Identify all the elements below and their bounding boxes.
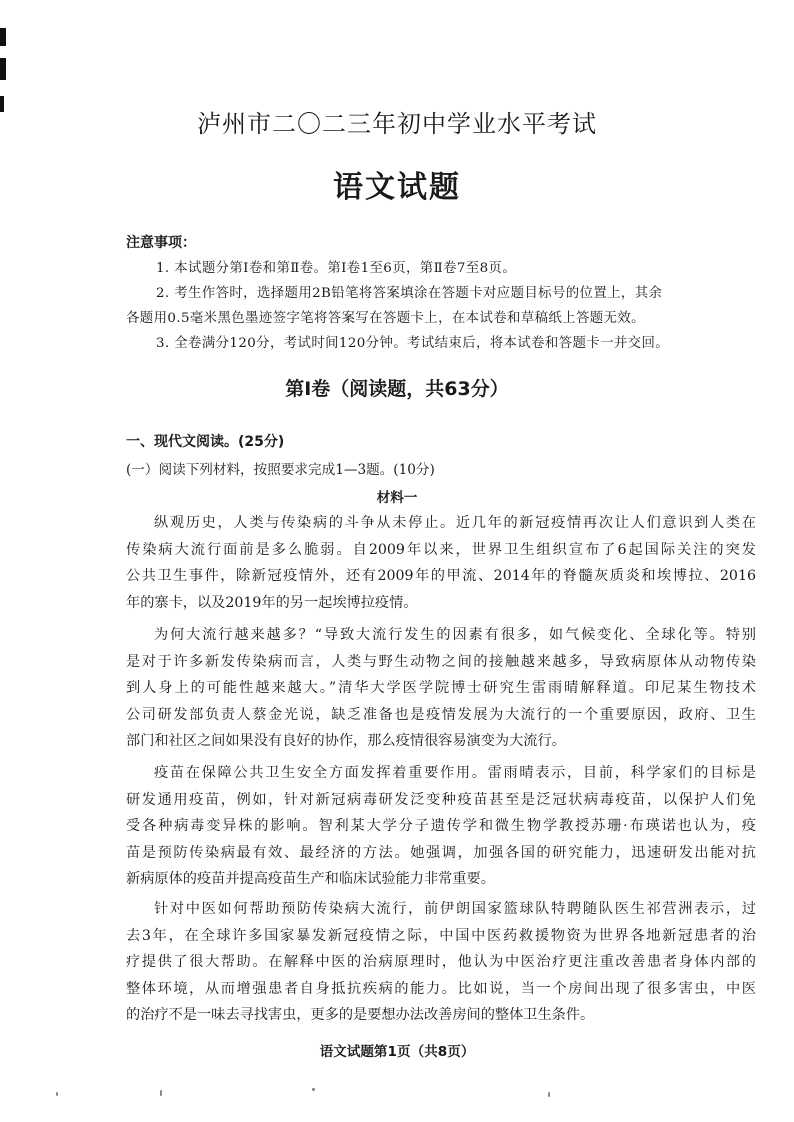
paragraph-line: 新病原体的疫苗并提高疫苗生产和临床试验能力非常重要。 [126, 871, 495, 888]
notice-heading: 注意事项： [126, 235, 196, 251]
scan-speck [548, 1092, 550, 1097]
paragraph-line: 疫苗在保障公共卫生安全方面发挥着重要作用。雷雨晴表示，目前，科学家们的目标是 [154, 765, 756, 781]
notice-item-2-line-1: 2. 考生作答时，选择题用2B铅笔将答案填涂在答题卡对应题目标号的位置上，其余 [156, 286, 663, 301]
subject-title: 语文试题 [333, 170, 461, 205]
paragraph-line: 整体环境，从而增强患者自身抵抗疾病的能力。比如说，当一个房间出现了很多害虫，中医 [126, 980, 756, 997]
paragraph-line: 去3年，在全球许多国家暴发新冠疫情之际，中国中医药救援物资为世界各地新冠患者的治 [126, 927, 756, 944]
notice-item-1: 1. 本试题分第Ⅰ卷和第Ⅱ卷。第Ⅰ卷1至6页，第Ⅱ卷7至8页。 [156, 261, 517, 276]
notice-list [126, 256, 756, 356]
paragraph-line: 是对于许多新发传染病而言，人类与野生动物之间的接触越来越多，导致病原体从动物传染 [126, 653, 756, 670]
notice-item-3: 3. 全卷满分120分，考试时间120分钟。考试结束后，将本试卷和答题卡一并交回。 [156, 336, 670, 351]
paragraph-line: 传染病大流行面前是多么脆弱。自2009年以来，世界卫生组织宣布了6起国际关注的突发 [126, 541, 756, 558]
paragraph-line: 纵观历史，人类与传染病的斗争从未停止。近几年的新冠疫情再次让人们意识到人类在 [154, 515, 756, 531]
scan-speck [56, 1092, 58, 1096]
paragraph-line: 到人身上的可能性越来越大。”清华大学医学院博士研究生雷雨晴解释道。印尼某生物技术 [126, 680, 756, 697]
section-heading: 一、现代文阅读。(25分) [126, 434, 285, 450]
scan-speck [312, 1088, 315, 1091]
paragraph-line: 的治疗不是一味去寻找害虫，更多的是要想办法改善房间的整体卫生条件。 [126, 1007, 595, 1024]
paragraph-line: 苗是预防传染病最有效、最经济的方法。她强调，加强各国的研究能力，迅速研发出能对抗 [126, 844, 756, 861]
part-title: 第Ⅰ卷（阅读题，共63分） [285, 378, 509, 400]
paragraph-1 [126, 510, 756, 616]
paragraph-line: 部门和社区之间如果没有良好的协作，那么疫情很容易演变为大流行。 [126, 733, 566, 750]
paragraph-line: 疗提供了很大帮助。在解释中医的治病原理时，他认为中医治疗更注重改善患者身体内部的 [126, 954, 756, 971]
paragraph-3 [126, 760, 756, 893]
paragraph-line: 年的寨卡，以及2019年的另一起埃博拉疫情。 [126, 594, 418, 611]
sub-heading: (一）阅读下列材料，按照要求完成1—3题。(10分) [126, 462, 435, 478]
paragraph-line: 为何大流行越来越多？“导致大流行发生的因素有很多，如气候变化、全球化等。特别 [154, 627, 756, 643]
page-footer: 语文试题第1页（共8页） [319, 1044, 475, 1060]
paragraph-line: 公司研发部负责人蔡金光说，缺乏准备也是疫情发展为大流行的一个重要原因，政府、卫生 [126, 706, 756, 723]
notice-item-2-line-2: 各题用0.5毫米黑色墨迹签字笔将答案写在答题卡上，在本试卷和草稿纸上答题无效。 [126, 311, 645, 326]
paragraph-2 [126, 622, 756, 755]
paragraph-4 [126, 896, 756, 1029]
scan-edge-mark-top [0, 28, 6, 46]
paragraph-line: 研发通用疫苗，例如，针对新冠病毒研发泛变种疫苗甚至是泛冠状病毒疫苗，以保护人们免 [126, 791, 756, 808]
scan-speck [160, 1090, 162, 1096]
paragraph-line: 受各种病毒变异株的影响。智利某大学分子遗传学和微生物学教授苏珊·布瑛诺也认为，疫 [126, 818, 756, 835]
exam-title: 泸州市二〇二三年初中学业水平考试 [197, 110, 597, 138]
material-title: 材料一 [376, 490, 418, 506]
paragraph-line: 公共卫生事件，除新冠疫情外，还有2009年的甲流、2014年的脊髓灰质炎和埃博拉、2016 [126, 568, 756, 585]
paragraph-line: 针对中医如何帮助预防传染病大流行，前伊朗国家篮球队特聘随队医生祁营洲表示，过 [154, 901, 756, 917]
scan-edge-mark-middle [0, 58, 6, 80]
